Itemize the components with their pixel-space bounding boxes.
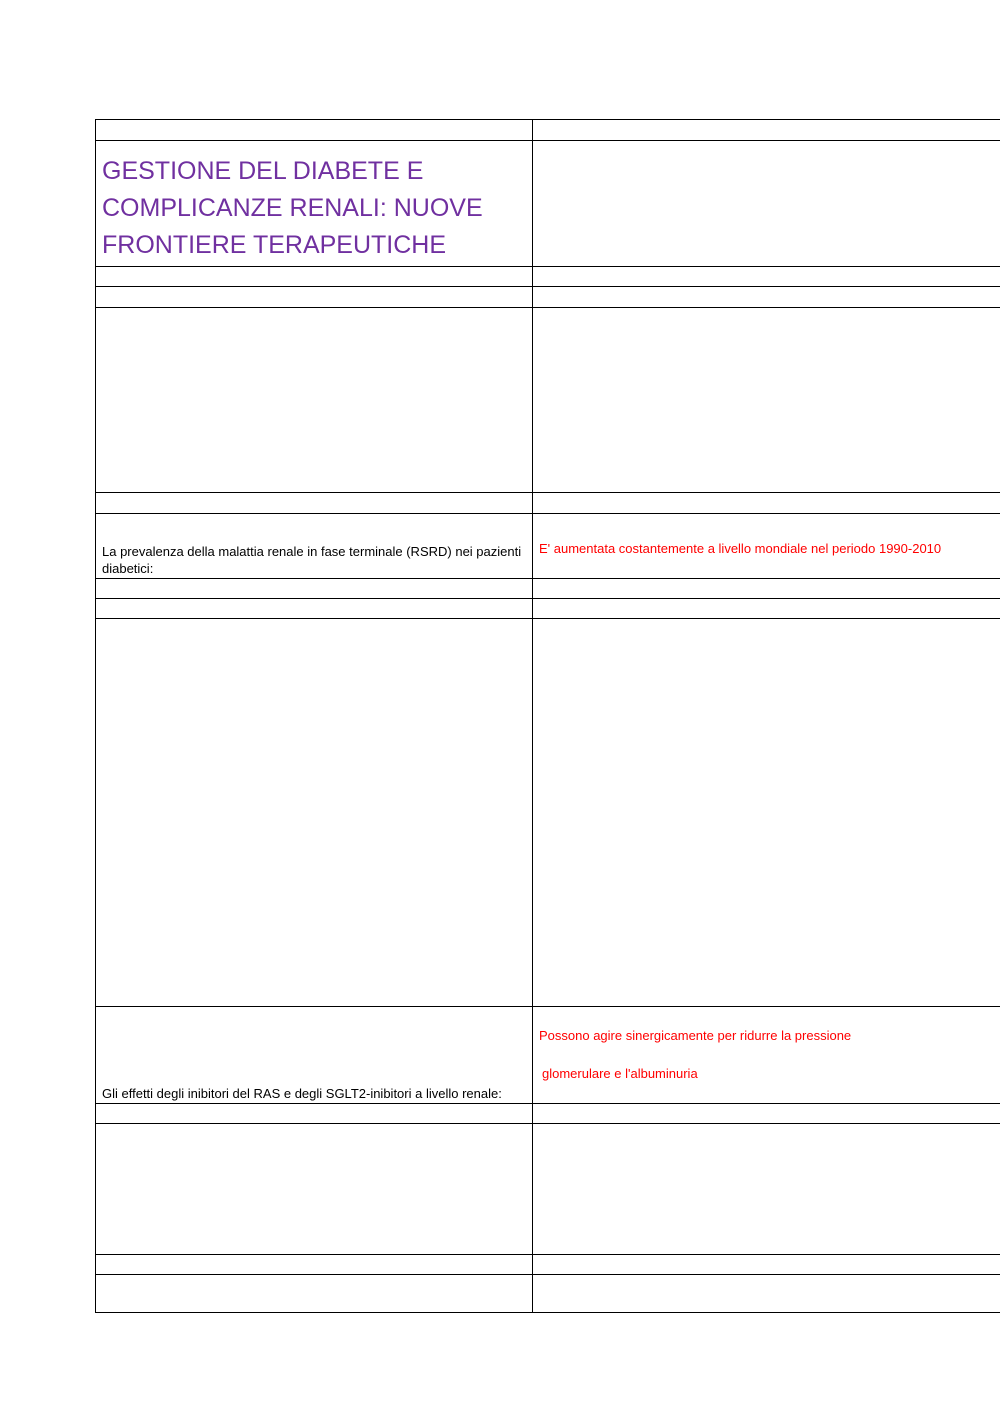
table-cell bbox=[96, 1124, 533, 1255]
table-cell bbox=[96, 599, 533, 619]
table-row bbox=[96, 1104, 1000, 1124]
answer-cell bbox=[533, 514, 1000, 579]
table-cell bbox=[96, 493, 533, 514]
table-cell bbox=[533, 120, 1000, 141]
table-cell bbox=[533, 1255, 1000, 1275]
table-cell bbox=[533, 287, 1000, 308]
question-row bbox=[96, 1007, 1000, 1104]
table-cell bbox=[533, 619, 1000, 1007]
question-text: La prevalenza della malattia renale in fase terminale (RSRD) nei pazienti diabetici: bbox=[102, 544, 522, 576]
table-cell bbox=[96, 1255, 533, 1275]
answer-cell bbox=[533, 1007, 1000, 1104]
question-cell bbox=[96, 514, 533, 579]
table-row bbox=[96, 308, 1000, 493]
table-cell bbox=[533, 308, 1000, 493]
table-cell bbox=[533, 1104, 1000, 1124]
table-row bbox=[96, 579, 1000, 599]
table-cell bbox=[96, 579, 533, 599]
table-cell bbox=[533, 1275, 1000, 1313]
table-cell bbox=[96, 308, 533, 493]
question-text: Gli effetti degli inibitori del RAS e degli SGLT2-inibitori a livello renale: bbox=[102, 1086, 502, 1101]
table-cell bbox=[96, 120, 533, 141]
table-cell bbox=[96, 619, 533, 1007]
table-row bbox=[96, 599, 1000, 619]
table-cell bbox=[96, 1104, 533, 1124]
table-row bbox=[96, 1275, 1000, 1313]
table-cell bbox=[96, 287, 533, 308]
answer-text: E' aumentata costantemente a livello mondiale nel periodo 1990-2010 bbox=[539, 541, 942, 556]
title-row bbox=[96, 141, 1000, 267]
document-table bbox=[95, 119, 1000, 1313]
title-cell bbox=[96, 141, 533, 267]
document-title: GESTIONE DEL DIABETE E COMPLICANZE RENALI: NUOVE FRONTIERE TERAPEUTICHE bbox=[102, 157, 483, 259]
table-cell bbox=[533, 267, 1000, 287]
table-row bbox=[96, 287, 1000, 308]
table-row bbox=[96, 120, 1000, 141]
table-row bbox=[96, 493, 1000, 514]
question-cell bbox=[96, 1007, 533, 1104]
table-cell bbox=[533, 1124, 1000, 1255]
table-row bbox=[96, 267, 1000, 287]
table-cell bbox=[96, 267, 533, 287]
table-row bbox=[96, 619, 1000, 1007]
table-row bbox=[96, 1124, 1000, 1255]
table-cell bbox=[533, 141, 1000, 267]
answer-line: glomerulare e l'albuminuria bbox=[542, 1066, 698, 1081]
answer-line: Possono agire sinergicamente per ridurre la pressione bbox=[539, 1028, 852, 1043]
table-cell bbox=[533, 579, 1000, 599]
table-cell bbox=[533, 493, 1000, 514]
table-row bbox=[96, 1255, 1000, 1275]
answer-text bbox=[539, 1027, 994, 1082]
table-cell bbox=[96, 1275, 533, 1313]
question-row bbox=[96, 514, 1000, 579]
table-cell bbox=[533, 599, 1000, 619]
